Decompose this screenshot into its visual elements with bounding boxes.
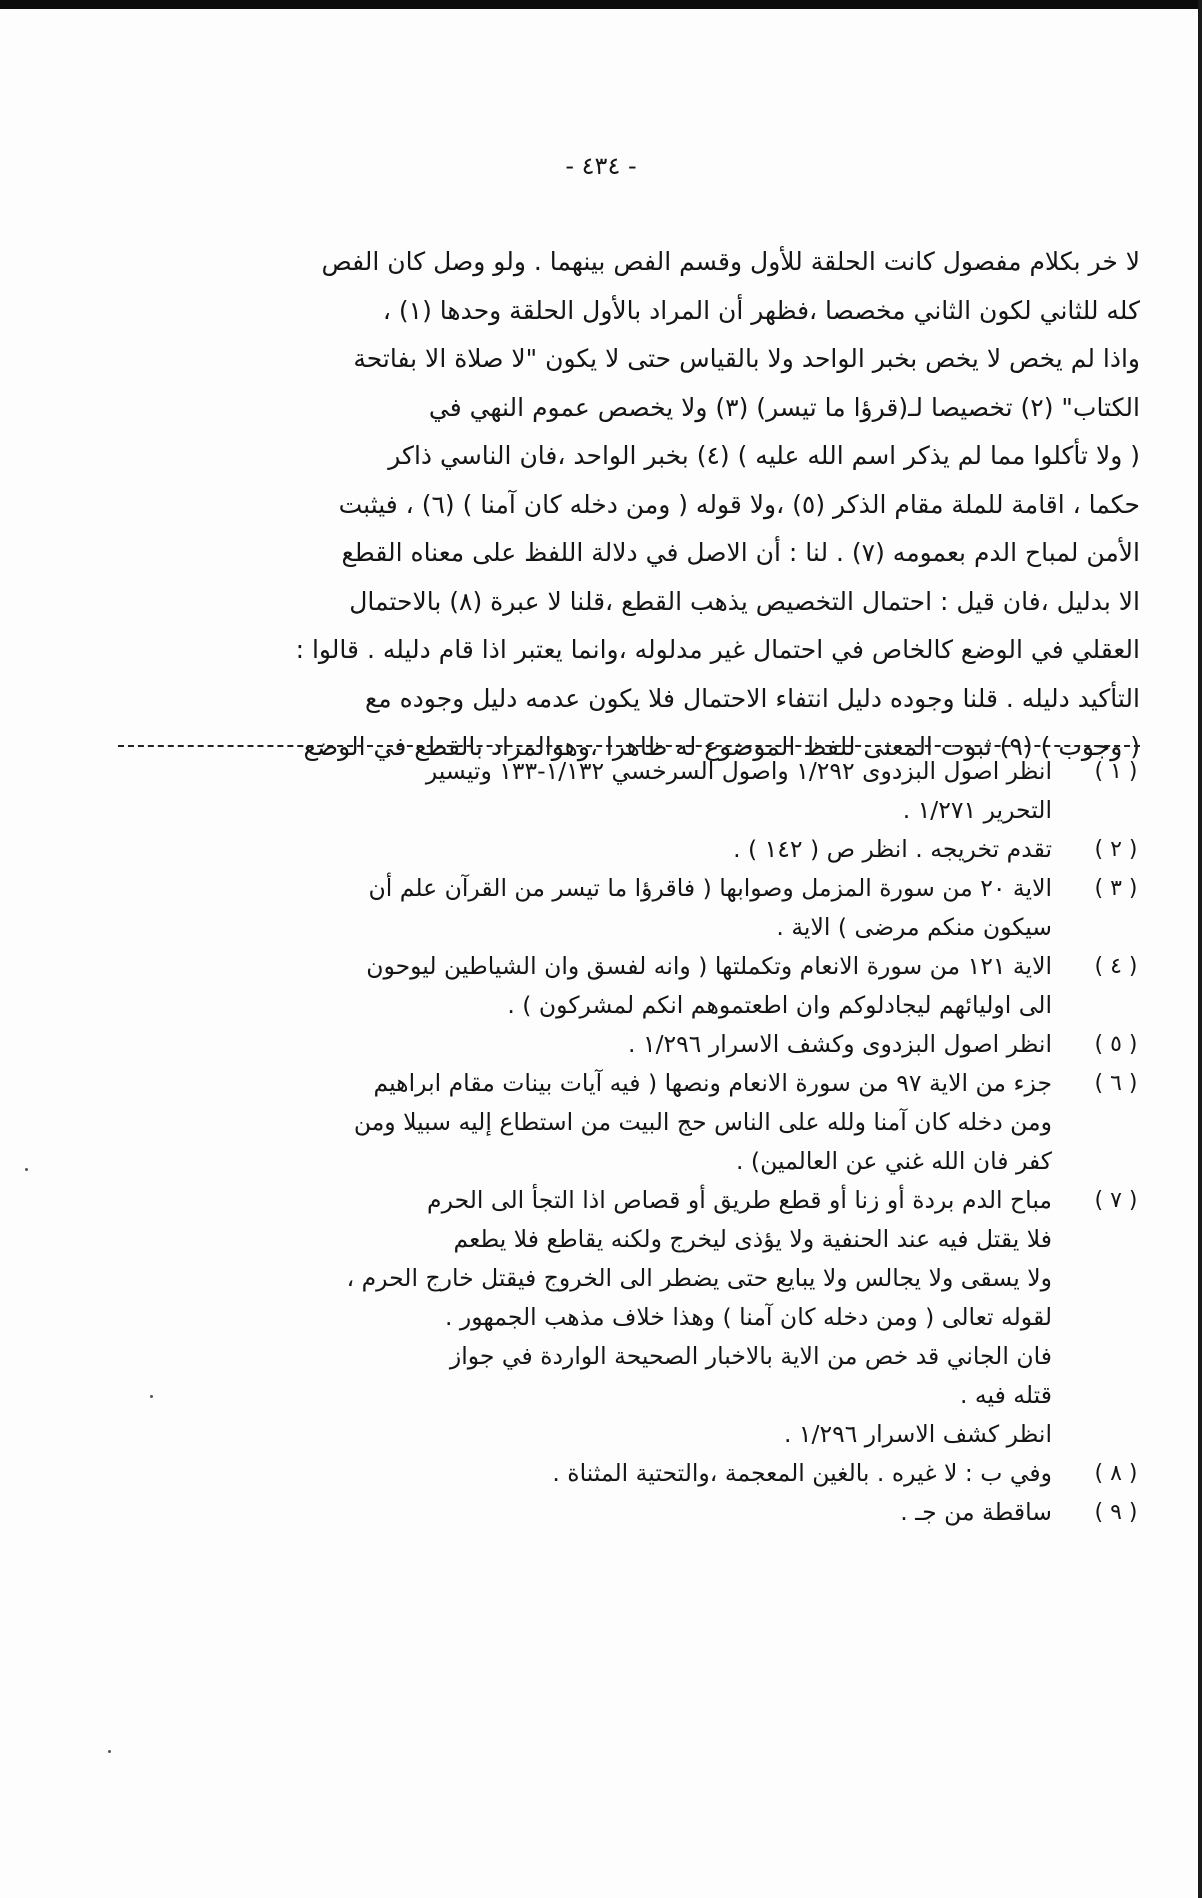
- main-text-line: لا خر بكلام مفصول كانت الحلقة للأول وقسم الفص بينهما . ولو وصل كان الفص: [321, 247, 1140, 276]
- page-number: - ٤٣٤ -: [565, 152, 637, 180]
- footnote-text: [112, 830, 1080, 869]
- main-text-line: ( وجوب ) (٩) ثبوت المعنى للفظ الموضوع له ظاهرا ،وهوالمراد بالقطع في الوضع: [303, 732, 1140, 761]
- footnotes-block: [112, 752, 1152, 1532]
- footnote-number: ( ٢ ): [1094, 837, 1138, 862]
- footnote-line: مباح الدم بردة أو زنا أو قطع طريق أو قصاص اذا التجأ الى الحرم: [427, 1186, 1052, 1214]
- footnote-text: [112, 869, 1080, 947]
- main-text-line: ( ولا تأكلوا مما لم يذكر اسم الله عليه ) (٤) بخبر الواحد ،فان الناسي ذاكر: [388, 441, 1140, 470]
- footnote-line: الاية ٢٠ من سورة المزمل وصوابها ( فاقرؤا ما تيسر من القرآن علم أن: [368, 874, 1052, 902]
- main-text-line: حكما ، اقامة للملة مقام الذكر (٥) ،ولا قوله ( ومن دخله كان آمنا ) (٦) ، فيثبت: [338, 489, 1140, 519]
- footnote-number: ( ١ ): [1094, 759, 1138, 784]
- footnote-line: التحرير ١/٢٧١ .: [902, 796, 1052, 824]
- footnote-line: الاية ١٢١ من سورة الانعام وتكملتها ( وانه لفسق وان الشياطين ليوحون: [366, 952, 1052, 980]
- footnote-divider: [118, 745, 1140, 747]
- footnote-line: ومن دخله كان آمنا ولله على الناس حج البيت من استطاع إليه سبيلا ومن: [353, 1108, 1052, 1136]
- scan-speck: [25, 1168, 28, 1171]
- footnote-line: وفي ب : لا غيره . بالغين المعجمة ،والتحتية المثناة .: [552, 1459, 1052, 1487]
- footnote-line: ولا يسقى ولا يجالس ولا يبايع حتى يضطر الى الخروج فيقتل خارج الحرم ،: [346, 1264, 1052, 1292]
- footnote: [112, 947, 1152, 1025]
- footnote: [112, 1064, 1152, 1181]
- main-text-line: واذا لم يخص لا يخص بخبر الواحد ولا بالقياس حتى لا يكون "لا صلاة الا بفاتحة: [353, 344, 1140, 373]
- footnote-number: ( ٣ ): [1094, 876, 1138, 901]
- footnote-text: [112, 752, 1080, 830]
- footnote-number: ( ٥ ): [1094, 1032, 1138, 1057]
- scan-speck: [150, 1395, 153, 1398]
- footnote-text: [112, 947, 1080, 1025]
- footnote: [112, 830, 1152, 869]
- footnote-line: ساقطة من جـ .: [900, 1498, 1052, 1526]
- footnote-line: انظر كشف الاسرار ١/٢٩٦ .: [783, 1420, 1052, 1448]
- scan-border-top: [0, 0, 1202, 9]
- footnote: [112, 869, 1152, 947]
- main-text-line: الكتاب" (٢) تخصيصا لـ(قرؤا ما تيسر) (٣) ولا يخصص عموم النهي في: [428, 392, 1140, 422]
- footnote-line: سيكون منكم مرضى ) الاية .: [776, 913, 1052, 941]
- footnote-text: [112, 1064, 1080, 1181]
- footnote-text: [112, 1454, 1080, 1493]
- footnote-number: ( ٩ ): [1094, 1500, 1138, 1525]
- footnote-line: فلا يقتل فيه عند الحنفية ولا يؤذى ليخرج ولكنه يقاطع فلا يطعم: [453, 1225, 1052, 1253]
- footnote-text: [112, 1181, 1080, 1454]
- main-text-line: الأمن لمباح الدم بعمومه (٧) . لنا : أن الاصل في دلالة اللفظ على معناه القطع: [341, 538, 1140, 567]
- footnote-line: الى اوليائهم ليجادلوكم وان اطعتموهم انكم لمشركون ) .: [507, 991, 1052, 1019]
- footnote-line: انظر اصول البزدوى ١/٢٩٢ واصول السرخسي ١/١٣٢-١٣٣ وتيسير: [425, 757, 1052, 785]
- footnote: [112, 1454, 1152, 1493]
- footnote: [112, 1181, 1152, 1454]
- footnote-line: انظر اصول البزدوى وكشف الاسرار ١/٢٩٦ .: [628, 1030, 1052, 1058]
- footnote: [112, 1025, 1152, 1064]
- footnote-line: قتله فيه .: [959, 1381, 1052, 1409]
- footnote-line: جزء من الاية ٩٧ من سورة الانعام ونصها ( فيه آيات بينات مقام ابراهيم: [373, 1069, 1052, 1097]
- main-text-line: العقلي في الوضع كالخاص في احتمال غير مدلوله ،وانما يعتبر اذا قام دليله . قالوا :: [295, 635, 1140, 664]
- footnote-text: [112, 1493, 1080, 1532]
- footnote-text: [112, 1025, 1080, 1064]
- main-text-block: [218, 238, 1140, 772]
- scan-speck: [108, 1750, 111, 1753]
- main-text-line: كله للثاني لكون الثاني مخصصا ،فظهر أن المراد بالأول الحلقة وحدها (١) ،: [382, 295, 1140, 325]
- main-text-line: الا بدليل ،فان قيل : احتمال التخصيص يذهب القطع ،قلنا لا عبرة (٨) بالاحتمال: [349, 586, 1140, 616]
- footnote-number: ( ٦ ): [1094, 1071, 1138, 1096]
- footnote: [112, 1493, 1152, 1532]
- footnote-line: كفر فان الله غني عن العالمين) .: [735, 1147, 1052, 1175]
- footnote-line: لقوله تعالى ( ومن دخله كان آمنا ) وهذا خلاف مذهب الجمهور .: [444, 1303, 1052, 1331]
- footnote-line: فان الجاني قد خص من الاية بالاخبار الصحيحة الواردة في جواز: [449, 1342, 1052, 1370]
- footnote-number: ( ٧ ): [1094, 1188, 1138, 1213]
- main-text-line: التأكيد دليله . قلنا وجوده دليل انتفاء الاحتمال فلا يكون عدمه دليل وجوده مع: [364, 683, 1140, 713]
- scan-border-right: [1198, 0, 1202, 1898]
- footnote-number: ( ٤ ): [1094, 954, 1138, 979]
- footnote-line: تقدم تخريجه . انظر ص ( ١٤٢ ) .: [733, 835, 1052, 863]
- footnote-number: ( ٨ ): [1094, 1461, 1138, 1486]
- footnote: [112, 752, 1152, 830]
